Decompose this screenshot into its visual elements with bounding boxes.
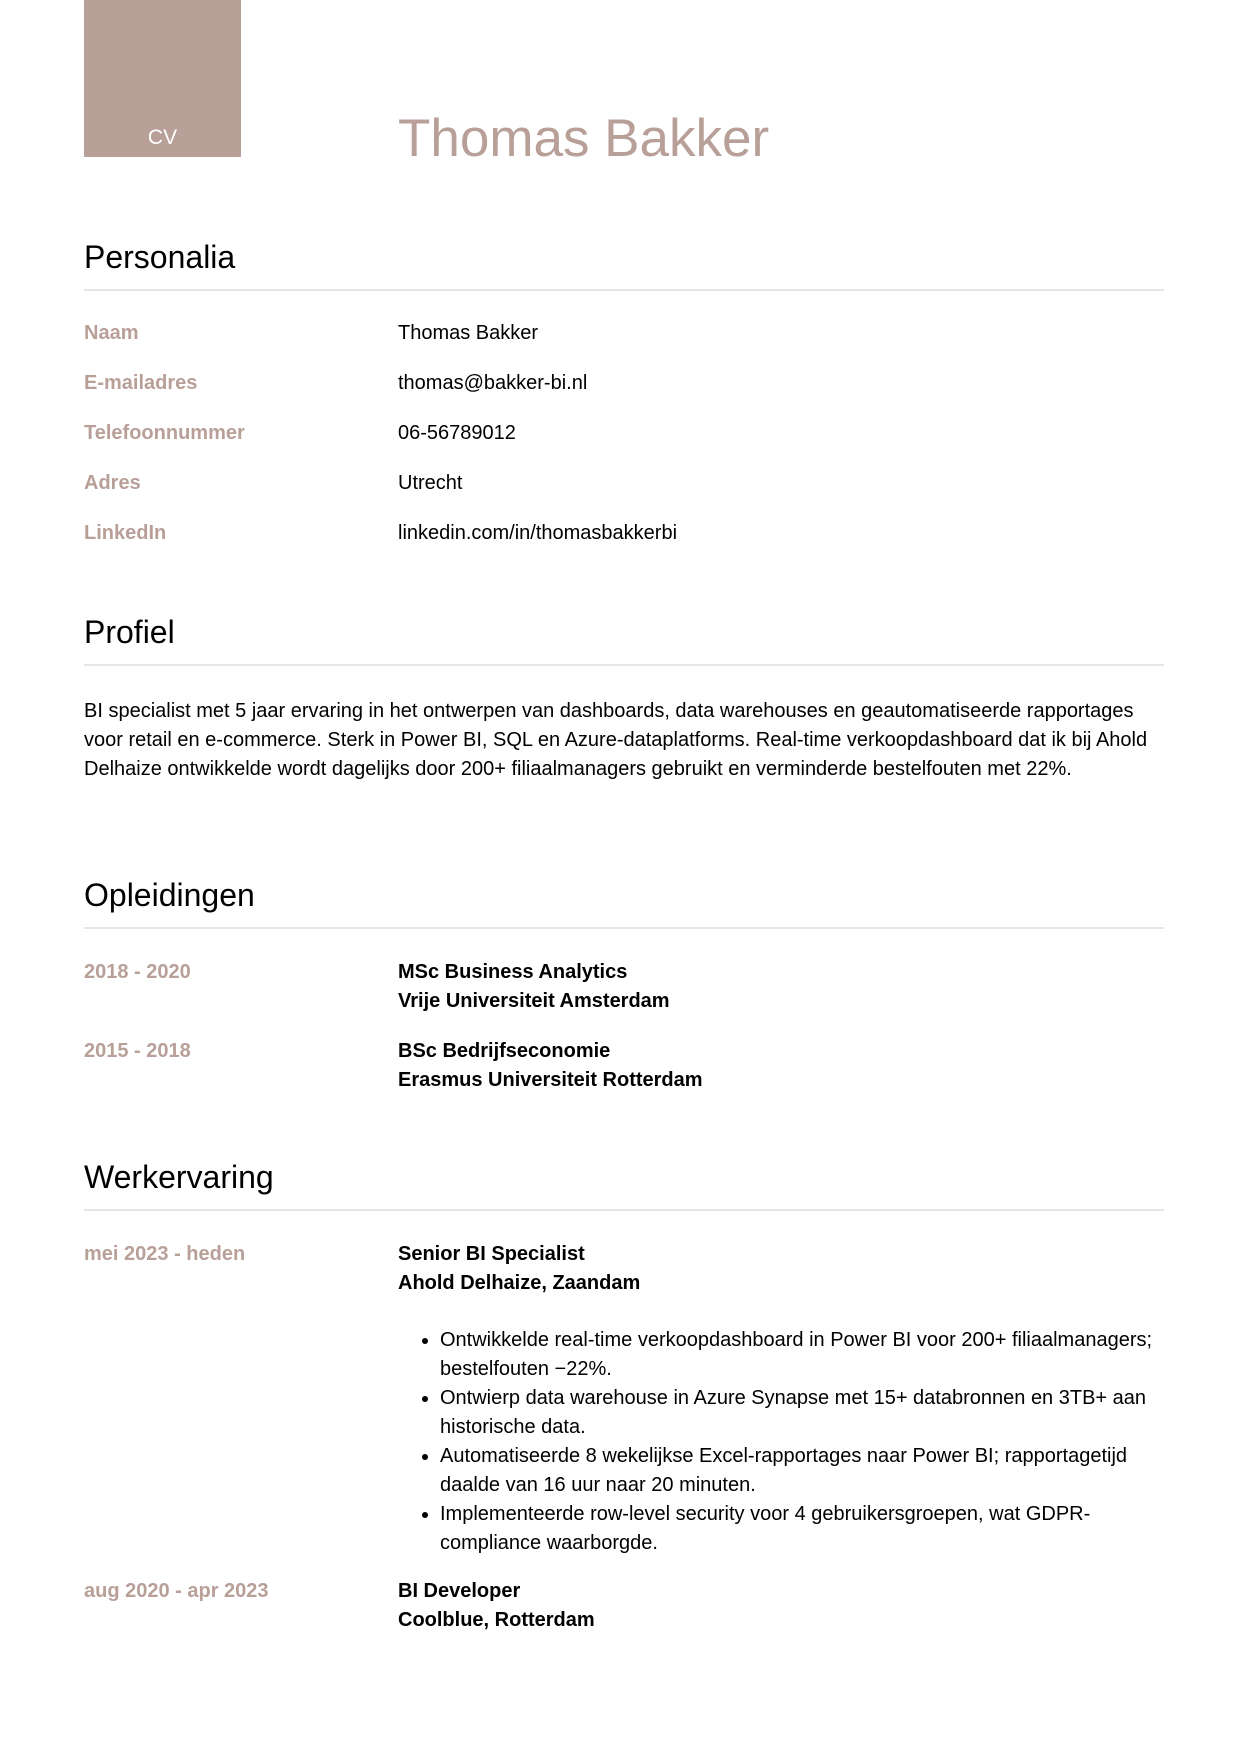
work-details (398, 1577, 595, 1635)
cv-badge-label: CV (147, 126, 178, 149)
field-label: E-mailadres (84, 372, 198, 394)
linkedin-link[interactable]: linkedin.com/in/thomasbakkerbi (398, 522, 678, 544)
list-item: • Ontwierp data warehouse in Azure Synapse met 15+ databronnen en 3TB+ aan historische data. (440, 1384, 1164, 1442)
cv-badge (84, 0, 241, 157)
section-divider (84, 1209, 1164, 1211)
work-details (398, 1240, 640, 1298)
education-degree: MSc Business Analytics (398, 961, 628, 983)
list-item: • Automatiseerde 8 wekelijkse Excel-rapportages naar Power BI; rapportagetijd daalde van 16 uur naar 20 minuten. (440, 1442, 1164, 1500)
list-item: • Implementeerde row-level security voor 4 gebruikersgroepen, wat GDPR-compliance waarborgde. (440, 1500, 1164, 1558)
section-heading-werkervaring: Werkervaring (84, 1159, 274, 1195)
field-label: Adres (84, 472, 141, 494)
section-heading-profiel: Profiel (84, 614, 175, 650)
opleidingen-section (84, 875, 1164, 1091)
section-heading-personalia: Personalia (84, 239, 236, 275)
list-item: • Ontwikkelde real-time verkoopdashboard in Power BI voor 200+ filiaalmanagers; bestelfouten −22%. (440, 1326, 1164, 1384)
field-value: Thomas Bakker (398, 322, 539, 344)
work-role: Senior BI Specialist (398, 1243, 585, 1265)
email-value[interactable]: thomas@bakker-bi.nl (398, 372, 588, 394)
work-company: Coolblue, Rotterdam (398, 1609, 595, 1631)
section-heading-opleidingen: Opleidingen (84, 877, 255, 913)
section-divider (84, 664, 1164, 666)
section-divider (84, 289, 1164, 291)
personalia-section (84, 237, 1164, 544)
work-period: aug 2020 - apr 2023 (84, 1580, 269, 1602)
profile-text: BI specialist met 5 jaar ervaring in het ontwerpen van dashboards, data warehouses en geautomatiseerde rapportages voor retail en e-commerce. Sterk in Power BI, SQL en Azure-dataplatforms. Real-time verkoopdashboard dat ik bij Ahold Delhaize ontwikkelde wordt dagelijks door 200+ filiaalmanagers gebruikt en verminderde bestelfouten met 22%. (84, 700, 1148, 780)
field-label: Naam (84, 322, 139, 344)
field-label: LinkedIn (84, 522, 167, 544)
education-period: 2015 - 2018 (84, 1040, 191, 1062)
section-divider (84, 927, 1164, 929)
education-institution: Vrije Universiteit Amsterdam (398, 990, 670, 1012)
education-period: 2018 - 2020 (84, 961, 191, 983)
education-degree: BSc Bedrijfseconomie (398, 1040, 611, 1062)
field-label: Telefoonnummer (84, 422, 245, 444)
work-period: mei 2023 - heden (84, 1243, 246, 1265)
werkervaring-section (84, 1157, 1164, 1631)
profiel-section (84, 612, 1164, 780)
work-role: BI Developer (398, 1580, 521, 1602)
education-details (398, 1037, 703, 1095)
field-value: Utrecht (398, 472, 463, 494)
page-title: Thomas Bakker (398, 109, 770, 168)
work-achievements (398, 1326, 1164, 1558)
field-value: 06-56789012 (398, 422, 516, 444)
education-details (398, 958, 670, 1016)
work-company: Ahold Delhaize, Zaandam (398, 1272, 641, 1294)
education-institution: Erasmus Universiteit Rotterdam (398, 1069, 703, 1091)
